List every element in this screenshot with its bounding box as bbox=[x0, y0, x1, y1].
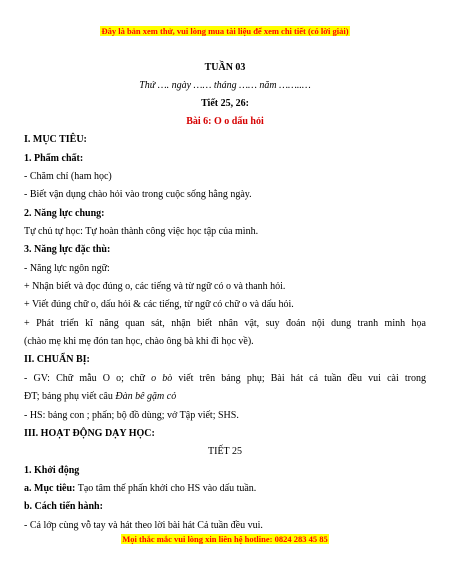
hotline-banner-text: Mọi thắc mắc vui lòng xin liên hệ hotline: 0824 283 45 85 bbox=[122, 534, 328, 544]
subheading-qualities: 1. Phẩm chất: bbox=[24, 153, 84, 164]
text-run: - GV: Chữ mẫu O o; chữ bbox=[24, 373, 152, 384]
text-run: viết trên bảng phụ; Bài hát cả tuần đều vui cài trong bbox=[172, 373, 427, 384]
lesson-numbers: Tiết 25, 26: bbox=[201, 98, 249, 109]
paragraph: Tự chủ tự học: Tự hoàn thành công việc học tập của mình. bbox=[24, 226, 259, 237]
list-item: - Năng lực ngôn ngữ: bbox=[24, 263, 110, 274]
list-item: + Viết đúng chữ o, dấu hỏi & các tiếng, từ ngữ có chữ o và dấu hỏi. bbox=[24, 299, 294, 310]
text-run-italic: Đàn bê gặm cỏ bbox=[115, 391, 177, 402]
goal-text: Tạo tâm thế phấn khởi cho HS vào dấu tuần. bbox=[75, 483, 257, 494]
date-line: Thứ …. ngày …… tháng …… năm ……..… bbox=[139, 80, 311, 91]
period-heading: TIẾT 25 bbox=[208, 446, 242, 457]
list-item: (chào mẹ khi mẹ đón tan học, chào ông bà khi đi học về). bbox=[24, 336, 254, 347]
method-heading: b. Cách tiến hành: bbox=[24, 501, 103, 512]
teacher-prep-line-2 bbox=[24, 391, 426, 403]
preview-banner-text: Đây là bản xem thử, vui lòng mua tài liệu để xem chi tiết (có lời giải) bbox=[101, 26, 349, 36]
teacher-prep-line bbox=[24, 373, 426, 385]
section-activities-title: III. HOẠT ĐỘNG DẠY HỌC: bbox=[24, 428, 155, 439]
method-text: - Cả lớp cùng vỗ tay và hát theo lời bài hát Cả tuần đều vui. bbox=[24, 520, 263, 531]
subheading-general-competence: 2. Năng lực chung: bbox=[24, 208, 105, 219]
goal-label: a. Mục tiêu: bbox=[24, 483, 76, 494]
text-run: ĐT; bảng phụ viết câu bbox=[24, 391, 116, 402]
week-heading: TUẦN 03 bbox=[204, 62, 246, 73]
text-run-italic: o bò bbox=[151, 373, 173, 384]
student-prep-line: - HS: bảng con ; phấn; bộ đồ dùng; vở Tập viết; SHS. bbox=[24, 410, 239, 421]
subheading-specific-competence: 3. Năng lực đặc thù: bbox=[24, 244, 111, 255]
list-item: + Nhận biết và đọc đúng o, các tiếng và từ ngữ có o và thanh hỏi. bbox=[24, 281, 286, 292]
goal-line bbox=[24, 483, 426, 495]
lesson-title: Bài 6: O o dấu hỏi bbox=[186, 116, 264, 127]
hotline-banner bbox=[0, 534, 450, 544]
list-item: - Chăm chỉ (ham học) bbox=[24, 171, 112, 182]
section-preparation-title: II. CHUẨN BỊ: bbox=[24, 354, 90, 365]
preview-banner bbox=[0, 26, 450, 36]
list-item: + Phát triển kĩ năng quan sát, nhận biết nhân vật, suy đoán nội dung tranh minh họa bbox=[24, 318, 426, 329]
subheading-warmup: 1. Khởi động bbox=[24, 465, 80, 476]
list-item: - Biết vận dụng chào hỏi vào trong cuộc sống hằng ngày. bbox=[24, 189, 252, 200]
section-objectives-title: I. MỤC TIÊU: bbox=[24, 134, 87, 145]
